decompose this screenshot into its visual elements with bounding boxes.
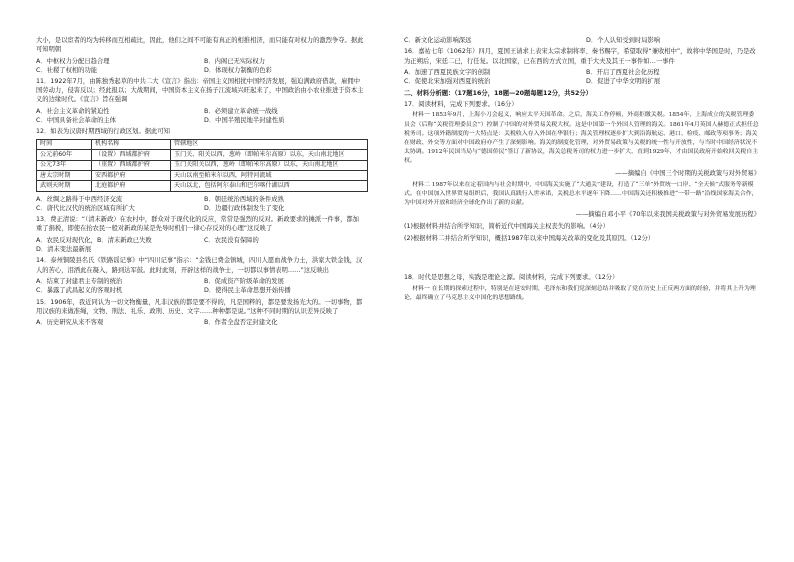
- option: D．个人认知受到时局影响: [586, 37, 661, 44]
- table-header-row: [37, 139, 368, 149]
- q14-stem: 14．泰州铜陵县名氏《铁路谣记事》中“四川记事”指示：“金钱已费金镇城，四川人愿血战争力士，洪家大铁金钱，汉人的苦心，泪洒此在凝入，路到达军鼓。此时此刻，开辟这样的战争士，一切都以事情表明……”这反映出: [36, 257, 363, 274]
- q12-stem: 12．如表为汉唐时期西域的行政区划。据此可知: [36, 128, 170, 136]
- q11-stem: 11．1922年7月，由陈独秀起草的中共二大《宣言》指出：帝国主义国相扰中国经济发展，强迫满政府借款，雇佣中国劳动力，侵害反以；经此报以；大战期间，中国资本主义在扬子江流域兴旺起来了，中国政治由小农业推进于资本主义的边缘时代。《宣言》旨在强调: [36, 78, 364, 104]
- option: C．唐代比汉代的统治区域有所扩大: [36, 204, 135, 212]
- q10-options: [36, 57, 364, 75]
- option: D．使得民主革命思想开始传播: [204, 287, 291, 295]
- option: A．加速了西夏民族文字的创制: [404, 68, 491, 76]
- option: A．丝绸之路得于中西经济交流: [36, 195, 123, 203]
- option: D．清末变法最新展: [36, 245, 92, 253]
- q16-options: [404, 68, 760, 86]
- table-header: 机构名称: [92, 139, 171, 149]
- option: B．朝廷统治西域的条件成熟: [204, 195, 284, 203]
- option: D．边疆行政体制发生了变化: [204, 204, 285, 212]
- q16-stem: 16．嘉祐七年（1062年）四月，夏国王请求上表宋太宗求制将率、秦书赐字，希望取得“兼收相中”，故将中华国是时，乃是改为正朔后，宋廷二已，行任复。以北国家，已在西的方式立国，重于大夫及其王一事件如…一事件: [404, 48, 756, 65]
- table-header: 时间: [37, 139, 92, 149]
- right-column: [404, 36, 760, 305]
- option: D．中国半殖民地半封建性质: [204, 116, 285, 124]
- q13-stem: 13．费正清说：“（清末新政）在农村中，群众对于现代化的反应，常常是强烈的反对。新政要求的摊派一件事，都加重了捐税，即使在抬农民一般对新政的某是先导时机们一律心存反对的心理”这反映了: [36, 216, 359, 233]
- q10-stem-tail: 大小，是以宦者的均为转移而互相疏比，因此，他们之间不可能有真正的相推相济，而只能有对权力的激烈争夺。据此可知明朝: [36, 37, 364, 54]
- table-cell: 北庭都护府: [92, 181, 171, 191]
- table-cell: 天山以南至帕米尔以西，阿特河流域: [171, 170, 368, 180]
- left-column: [36, 36, 364, 329]
- table-cell: 玉门关阳关以西，葱岭（即帕米尔高原）以东，天山南北地区: [171, 160, 368, 170]
- q17-stem: 17．阅读材料，完成下列要求。（16分）: [404, 100, 518, 108]
- answer-space: [404, 245, 760, 273]
- table-cell: 武则天时期: [37, 181, 92, 191]
- q12-options: [36, 195, 364, 213]
- option: B．作者全盘否定封建文化: [204, 319, 278, 327]
- option: D．体现权力制衡的色彩: [204, 66, 272, 74]
- table-row: [37, 170, 368, 180]
- option: B．开启了西夏社会化历程: [586, 68, 660, 76]
- option: B．内阁已无实际权力: [204, 57, 265, 65]
- option: A．农民反对现代化，B．清末新政已失败: [36, 236, 152, 244]
- material-two: 材料二 1987年以来在定着国内与社会时期中，中国海关实施了“大通关”建设，打造了“三单”外贸统一口岸、“全天候”式服务等新模式。在中国加入世界贸易组织后，我国认真践行入世承诺，关税总水平逐年下降……中国海关还积极推进“一带一路”沿线国家海关合作，为中国对外开放和经济全球化作出了新的贡献。: [404, 181, 758, 206]
- option: C．中国具备社会革命的主体: [36, 116, 116, 124]
- section-heading: 二、材料分析题：（17题16分，18题—20题每题12分，共52分）: [404, 89, 592, 97]
- table-cell: 安西都护府: [92, 170, 171, 180]
- table-header: 管辖地区: [171, 139, 368, 149]
- option: B．促成资产阶级革命的发展: [204, 277, 284, 285]
- q18-stem: 18．时代是思想之母，实践是理论之源。阅读材料，完成下列要求。（12分）: [404, 274, 619, 282]
- table-cell: 玉门关、阳关以西，葱岭（即帕米尔高原）以东，天山南北地区: [171, 150, 368, 160]
- table-cell: 唐太宗时期: [37, 170, 92, 180]
- material-one: 材料一 1853年9月，上海小刀会起义，响应太平天国革命。之后，海关工作停顿，外商拒缴关税。1854年，上海成立的关税管理委员会（后称“关税管理委员会”）控制了中国的对外贸易关税大权。这是中国第一个外国人管理的海关。1861年4月英国人赫德正式担任总税务司。这项外籍制度的一大特点是：关税收入存入外国在华银行；海关管理权逐步扩大到沿海航运、港口、检疫、邮政等项事务；海关在财政、外交等方面对中国政府亦产生了深刻影响。海关的制度化管理，对外贸易政策与关税的统一性与开放性，与当时中国经济状况不太协调。1912年民国当局与“德国侨民”签订了新协议，海关总税务司的权力进一步扩大，直到1929年，才由国民政府开始收回关税自主权。: [404, 112, 759, 165]
- table-row: [37, 160, 368, 170]
- option: C．暴露了武昌起义的客观时机: [36, 287, 123, 295]
- option: C．农民没有保障的: [204, 236, 259, 244]
- q14-options: [36, 277, 364, 295]
- q15-stem: 15．1906年，我近同认为一切文物衡量，凡非汉族的都是要不得的，凡是国粹的，都是要发扬光大的。一切事物，都用汉族的来做准绳，文物、刑法、礼乐、政刑、历史、文字……种种都是说。”这种不同时期的认识差异反映了: [36, 298, 363, 315]
- table-row: [37, 150, 368, 160]
- region-table: [36, 139, 368, 192]
- option: C．社稷了权相的功能: [36, 66, 98, 74]
- option: D．促进了中华文明的扩展: [586, 78, 661, 86]
- q15-options: [36, 318, 364, 327]
- q18-material-one: 材料一 在长期的探索过程中，特别是在延安时期，毛泽东和我们党深刻总结并吸取了党在历史上正反两方面的经验，并将其上升为理论，最终确立了马克思主义中国化的思想路线。: [404, 285, 756, 301]
- option: A．结束了封建君主专制的统治: [36, 277, 123, 285]
- table-cell: 天山以北，包括阿尔泰山和巴尔喀什湖以西: [171, 181, 368, 191]
- table-cell: 公元前60年: [37, 150, 92, 160]
- table-cell: （设置）西域都护府: [92, 150, 171, 160]
- option: B．必须建立革命统一战线: [204, 107, 278, 115]
- table-cell: （重置）西域都护府: [92, 160, 171, 170]
- question-requirement: (2)根据材料二并结合所学知识，概括1987年以来中国海关改革的变化及其原因。（12分）: [404, 234, 655, 242]
- option: C．新文化运动影响深远: [404, 37, 472, 44]
- table-row: [37, 181, 368, 191]
- q13-options: [36, 236, 364, 254]
- material-source: ——摘编自邓小平《70年以来我国关税政策与对外贸易发展历程》: [575, 211, 760, 219]
- table-cell: 公元73年: [37, 160, 92, 170]
- question-requirement: (1)根据材料并结合所学知识，简析近代中国海关主权丧失的影响。（4分）: [404, 223, 609, 231]
- material-source: ——摘编自《中国三个时期的关税政策与对外贸易》: [615, 169, 760, 177]
- option: C．促使北宋加强对西夏的统治: [404, 78, 491, 86]
- q11-options: [36, 107, 364, 125]
- option: A．中枢权力分配日趋合理: [36, 57, 110, 65]
- option: A．历史研究从来不客观: [36, 319, 104, 327]
- option: A．社会主义革命的紧迫性: [36, 107, 110, 115]
- option: [204, 245, 364, 254]
- q15-options-cont: [404, 36, 760, 45]
